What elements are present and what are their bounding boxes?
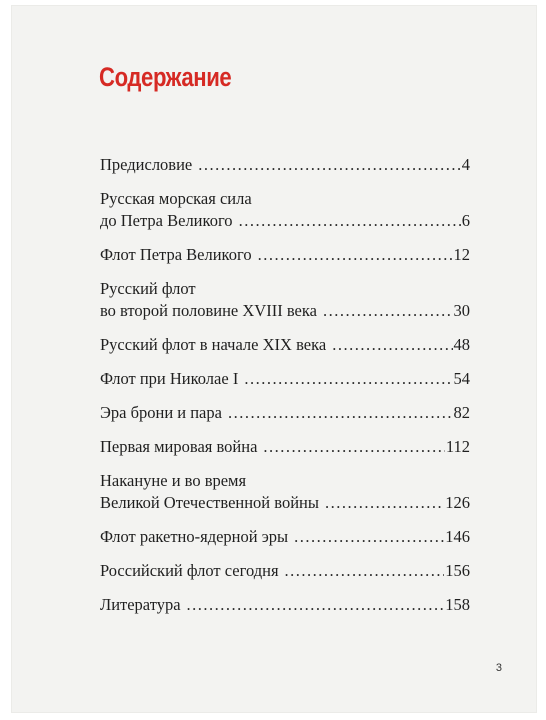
toc-entry <box>100 278 470 322</box>
toc-entry-last-line <box>100 402 470 424</box>
toc-entry-title-line: Русский флот <box>100 279 196 298</box>
toc-entry <box>100 436 470 458</box>
dot-leader <box>198 154 461 176</box>
toc-entry <box>100 470 470 514</box>
page-title: Содержание <box>99 62 232 92</box>
dot-leader <box>285 560 445 582</box>
toc-entry <box>100 334 470 356</box>
toc-page-number: 112 <box>445 437 470 456</box>
toc-entry-title-line: Русская морская сила <box>100 189 252 208</box>
toc-entry-title: Великой Отечественной войны <box>100 493 319 512</box>
dot-leader <box>325 492 444 514</box>
toc-entry-title: во второй половине XVIII века <box>100 301 317 320</box>
toc-entry-last-line <box>100 436 470 458</box>
toc-entry-title: Эра брони и пара <box>100 403 222 422</box>
toc-entry <box>100 526 470 548</box>
toc-entry-title: до Петра Великого <box>100 211 233 230</box>
toc-entry-title-line: Накануне и во время <box>100 471 247 490</box>
toc-entry-title: Флот Петра Великого <box>100 245 252 264</box>
toc-entry <box>100 154 470 176</box>
toc-entry <box>100 560 470 582</box>
toc-entry-last-line <box>100 526 470 548</box>
toc-entry <box>100 594 470 616</box>
toc-page-number: 156 <box>445 561 470 580</box>
toc-entry-last-line <box>100 594 470 616</box>
toc-page-number: 12 <box>453 245 470 264</box>
toc-entry-title: Русский флот в начале XIX века <box>100 335 327 354</box>
dot-leader <box>323 300 453 322</box>
toc-entry-title: Предисловие <box>100 155 193 174</box>
toc-entry <box>100 244 470 266</box>
toc-entry-last-line <box>100 492 470 514</box>
toc-entry-title: Первая мировая война <box>100 437 258 456</box>
page-number: 3 <box>495 662 502 674</box>
toc-page-number: 48 <box>453 335 470 354</box>
toc-entry-last-line <box>100 210 470 232</box>
table-of-contents <box>100 154 470 616</box>
dot-leader <box>239 210 461 232</box>
toc-entry-last-line <box>100 154 470 176</box>
dot-leader <box>244 368 452 390</box>
toc-page-number: 54 <box>453 369 470 388</box>
toc-entry-last-line <box>100 334 470 356</box>
toc-page-number: 126 <box>445 493 470 512</box>
toc-entry <box>100 368 470 390</box>
dot-leader <box>187 594 445 616</box>
toc-page-number: 82 <box>453 403 470 422</box>
toc-entry-last-line <box>100 560 470 582</box>
toc-entry-title: Российский флот сегодня <box>100 561 279 580</box>
toc-page-number: 30 <box>453 301 470 320</box>
dot-leader <box>263 436 444 458</box>
toc-page-number: 6 <box>461 211 470 230</box>
toc-entry-title: Литература <box>100 595 181 614</box>
toc-entry-last-line <box>100 244 470 266</box>
toc-entry-title: Флот ракетно-ядерной эры <box>100 527 289 546</box>
toc-entry <box>100 402 470 424</box>
toc-entry <box>100 188 470 232</box>
toc-entry-title: Флот при Николае I <box>100 369 239 388</box>
dot-leader <box>332 334 452 356</box>
dot-leader <box>294 526 444 548</box>
toc-page-number: 146 <box>445 527 470 546</box>
book-page <box>12 6 536 712</box>
toc-entry-last-line <box>100 300 470 322</box>
toc-page-number: 158 <box>445 595 470 614</box>
dot-leader <box>258 244 453 266</box>
toc-page-number: 4 <box>461 155 470 174</box>
toc-entry-last-line <box>100 368 470 390</box>
dot-leader <box>228 402 453 424</box>
